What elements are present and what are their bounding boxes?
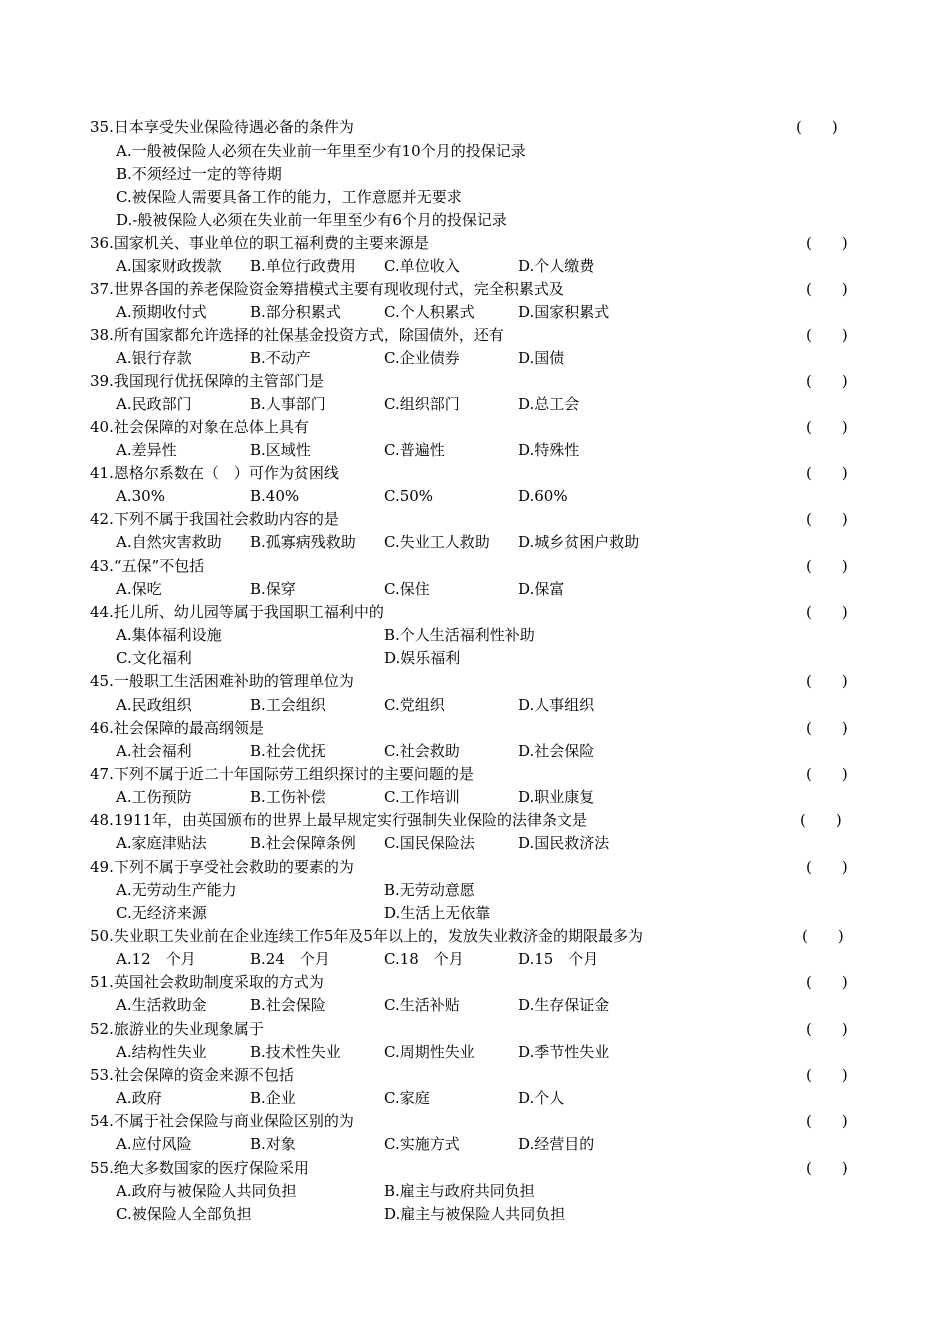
option-d: D.国民救济法 [518,834,610,852]
answer-blank: ( ) [806,280,848,298]
question-52 [90,1018,860,1041]
option-c: C.个人积累式 [384,303,475,321]
answer-blank: ( ) [806,234,848,252]
question-55 [90,1157,860,1180]
question-49 [90,856,860,879]
option-row [116,1041,816,1064]
option-a: A.民政部门 [116,395,192,413]
option-c: C.周期性失业 [384,1043,475,1061]
option-row [116,740,816,763]
question-41 [90,462,860,485]
answer-blank: ( ) [806,973,848,991]
option-a: A.自然灾害救助 [116,533,222,551]
option-d: D.雇主与被保险人共同负担 [384,1205,566,1223]
answer-blank: ( ) [806,765,848,783]
option-b: B.不动产 [250,349,311,367]
option-d: D.特殊性 [518,441,580,459]
option-a: A.民政组织 [116,696,192,714]
option-d: D.经营目的 [518,1135,595,1153]
option-row [116,1087,816,1110]
answer-blank: ( ) [806,418,848,436]
option-c: C.50% [384,487,434,505]
option-d: D.国家积累式 [518,303,610,321]
option-a: A.集体福利设施 [116,626,222,644]
option-d: D.-般被保险人必须在失业前一年里至少有6个月的投保记录 [116,211,507,229]
option-row [116,879,816,902]
option-row [116,1133,816,1156]
option-b: B.企业 [250,1089,296,1107]
option-a: A.12 个月 [116,950,196,968]
option-d: D.个人 [518,1089,565,1107]
question-stem: 40.社会保障的对象在总体上具有 [90,418,309,436]
option-a: A.应付风险 [116,1135,192,1153]
option-row [116,255,816,278]
option-b: B.技术性失业 [250,1043,341,1061]
option-c: C.党组织 [384,696,445,714]
question-42 [90,508,860,531]
question-stem: 39.我国现行优抚保障的主管部门是 [90,372,324,390]
option-a: A.社会福利 [116,742,192,760]
option-c: C.文化福利 [116,649,192,667]
question-stem: 53.社会保障的资金来源不包括 [90,1066,294,1084]
option-c: C.组织部门 [384,395,460,413]
answer-blank: ( ) [796,118,838,136]
option-a: A.政府 [116,1089,162,1107]
question-53 [90,1064,860,1087]
option-d: D.生存保证金 [518,996,610,1014]
option-row [116,832,816,855]
option-row [116,531,816,554]
question-43 [90,555,860,578]
option-a: A.工伤预防 [116,788,192,806]
question-stem: 51.英国社会救助制度采取的方式为 [90,973,324,991]
option-c: C.社会救助 [384,742,460,760]
option-b: B.社会保险 [250,996,326,1014]
option-a: A.结构性失业 [116,1043,207,1061]
answer-blank: ( ) [800,811,842,829]
option-b: B.部分积累式 [250,303,341,321]
answer-blank: ( ) [806,372,848,390]
question-stem: 44.托儿所、幼儿园等属于我国职工福利中的 [90,603,384,621]
option-d: D.季节性失业 [518,1043,610,1061]
option-row [116,485,816,508]
answer-blank: ( ) [806,464,848,482]
option-d: D.15 个月 [518,950,599,968]
option-row [116,624,816,647]
option-c: C.被保险人需要具备工作的能力，工作意愿并无要求 [116,188,462,206]
option-c: C.家庭 [384,1089,430,1107]
question-stem: 35.日本享受失业保险待遇必备的条件为 [90,118,354,136]
answer-blank: ( ) [806,1112,848,1130]
option-c: C.无经济来源 [116,904,207,922]
question-46 [90,717,860,740]
option-a: A.30% [116,487,165,505]
option-d: D.总工会 [518,395,580,413]
option-a: A.保吃 [116,580,162,598]
question-35 [90,116,860,139]
question-38 [90,324,860,347]
question-stem: 48.1911年，由英国颁布的世界上最早规定实行强制失业保险的法律条文是 [90,811,588,829]
option-d: D.职业康复 [518,788,595,806]
option-b: B.孤寡病残救助 [250,533,356,551]
option-c: C.18 个月 [384,950,464,968]
question-stem: 38.所有国家都允许选择的社保基金投资方式，除国债外，还有 [90,326,504,344]
option-c: C.失业工人救助 [384,533,490,551]
option-a: A.政府与被保险人共同负担 [116,1182,297,1200]
option-d: D.人事组织 [518,696,595,714]
question-stem: 45.一般职工生活困难补助的管理单位为 [90,672,354,690]
option-c: C.工作培训 [384,788,460,806]
option-b: B.40% [250,487,300,505]
question-stem: 50.失业职工失业前在企业连续工作5年及5年以上的，发放失业救济金的期限最多为 [90,927,643,945]
answer-blank: ( ) [806,1020,848,1038]
question-stem: 55.绝大多数国家的医疗保险采用 [90,1159,309,1177]
option-row [116,1180,816,1203]
question-stem: 52.旅游业的失业现象属于 [90,1020,264,1038]
option-d: D.城乡贫困户救助 [518,533,640,551]
option-row [116,647,816,670]
option-b: B.不须经过一定的等待期 [116,165,282,183]
question-stem: 49.下列不属于享受社会救助的要素的为 [90,858,354,876]
question-stem: 54.不属于社会保险与商业保险区别的为 [90,1112,354,1130]
question-40 [90,416,860,439]
option-b: B.个人生活福利性补助 [384,626,535,644]
answer-blank: ( ) [806,719,848,737]
question-36 [90,232,860,255]
option-d: D.保富 [518,580,565,598]
option-row [116,948,816,971]
answer-blank: ( ) [806,1066,848,1084]
option-row [116,1203,816,1226]
option-row [116,163,816,186]
question-stem: 36.国家机关、事业单位的职工福利费的主要来源是 [90,234,429,252]
option-c: C.被保险人全部负担 [116,1205,252,1223]
option-row [116,393,816,416]
option-row [116,140,816,163]
option-c: C.单位收入 [384,257,460,275]
option-c: C.普遍性 [384,441,445,459]
option-b: B.社会优抚 [250,742,326,760]
answer-blank: ( ) [806,603,848,621]
option-row [116,301,816,324]
option-d: D.个人缴费 [518,257,595,275]
option-d: D.生活上无依靠 [384,904,491,922]
option-b: B.单位行政费用 [250,257,356,275]
option-c: C.生活补贴 [384,996,460,1014]
option-b: B.区域性 [250,441,311,459]
option-a: A.银行存款 [116,349,192,367]
answer-blank: ( ) [806,326,848,344]
option-b: B.社会保障条例 [250,834,356,852]
option-row [116,347,816,370]
option-row [116,439,816,462]
answer-blank: ( ) [806,672,848,690]
option-b: B.雇主与政府共同负担 [384,1182,535,1200]
option-a: A.生活救助金 [116,996,207,1014]
option-b: B.24 个月 [250,950,330,968]
question-stem: 37.世界各国的养老保险资金筹措模式主要有现收现付式，完全积累式及 [90,280,564,298]
question-39 [90,370,860,393]
option-c: C.保住 [384,580,430,598]
option-c: C.国民保险法 [384,834,475,852]
option-a: A.国家财政拨款 [116,257,222,275]
answer-blank: ( ) [806,557,848,575]
answer-blank: ( ) [806,1159,848,1177]
option-row [116,994,816,1017]
question-45 [90,670,860,693]
option-a: A.一般被保险人必须在失业前一年里至少有10个月的投保记录 [116,142,526,160]
option-row [116,694,816,717]
answer-blank: ( ) [806,858,848,876]
option-b: B.无劳动意愿 [384,881,475,899]
option-row [116,786,816,809]
option-a: A.差异性 [116,441,177,459]
question-stem: 43.“五保”不包括 [90,557,205,575]
answer-blank: ( ) [806,510,848,528]
option-row [116,209,816,232]
question-51 [90,971,860,994]
option-a: A.无劳动生产能力 [116,881,237,899]
question-37 [90,278,860,301]
question-47 [90,763,860,786]
option-a: A.预期收付式 [116,303,207,321]
question-54 [90,1110,860,1133]
option-c: C.实施方式 [384,1135,460,1153]
option-row [116,902,816,925]
question-48 [90,809,860,832]
question-stem: 47.下列不属于近二十年国际劳工组织探讨的主要问题的是 [90,765,474,783]
option-d: D.娱乐福利 [384,649,461,667]
question-stem: 42.下列不属于我国社会救助内容的是 [90,510,339,528]
option-c: C.企业债券 [384,349,460,367]
answer-blank: ( ) [802,927,844,945]
question-44 [90,601,860,624]
option-d: D.国债 [518,349,565,367]
option-b: B.保穿 [250,580,296,598]
option-row [116,186,816,209]
option-b: B.工会组织 [250,696,326,714]
option-d: D.社会保险 [518,742,595,760]
option-a: A.家庭津贴法 [116,834,207,852]
option-b: B.对象 [250,1135,296,1153]
option-row [116,578,816,601]
option-d: D.60% [518,487,568,505]
option-b: B.工伤补偿 [250,788,326,806]
question-stem: 46.社会保障的最高纲领是 [90,719,264,737]
option-b: B.人事部门 [250,395,326,413]
question-stem: 41.恩格尔系数在（ ）可作为贫困线 [90,464,339,482]
question-50 [90,925,860,948]
